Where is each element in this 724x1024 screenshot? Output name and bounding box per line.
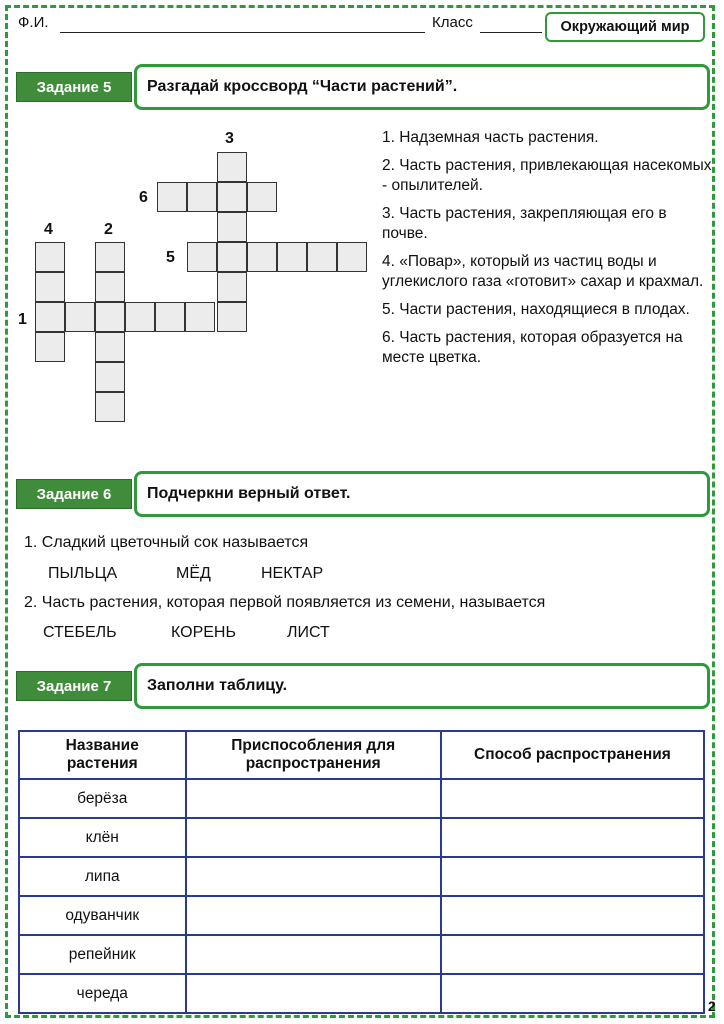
answer-cell[interactable] [186,935,441,974]
clue-6: 6. Часть растения, которая образуется на месте цветка. [382,329,683,366]
plant-name: клён [19,818,186,857]
crossword-cell[interactable] [247,242,277,272]
task5-title: Разгадай кроссворд “Части растений”. [134,64,710,110]
crossword-cell[interactable] [95,362,125,392]
clue-2: 2. Часть растения, привлекающая насекомых - опылителей. [382,157,712,194]
table-row [19,896,704,935]
answer-cell[interactable] [441,935,704,974]
crossword-cell[interactable] [185,302,215,332]
crossword-cell[interactable] [155,302,185,332]
crossword-cell[interactable] [217,152,247,182]
crossword-number-6: 6 [139,189,148,206]
crossword-cell[interactable] [187,242,217,272]
crossword-number-1: 1 [18,311,27,328]
crossword-cell[interactable] [187,182,217,212]
crossword-cell[interactable] [307,242,337,272]
crossword-cell[interactable] [217,302,247,332]
table-row [19,779,704,818]
crossword-cell[interactable] [95,242,125,272]
crossword-cell[interactable] [65,302,95,332]
table-row [19,818,704,857]
page-number: 2 [708,998,716,1014]
answer-cell[interactable] [186,818,441,857]
crossword-cell[interactable] [337,242,367,272]
answer-cell[interactable] [441,974,704,1013]
crossword-cell[interactable] [217,182,247,212]
crossword-cell[interactable] [277,242,307,272]
crossword-number-3: 3 [225,130,234,147]
table-row [19,857,704,896]
answer-cell[interactable] [441,779,704,818]
crossword-cell[interactable] [157,182,187,212]
answer-option[interactable]: МЁД [176,565,211,582]
crossword-cell[interactable] [35,272,65,302]
crossword-cell[interactable] [125,302,155,332]
fio-label: Ф.И. [18,14,49,31]
crossword-cell[interactable] [247,182,277,212]
column-header: Приспособления для распространения [186,731,441,779]
plant-name: липа [19,857,186,896]
crossword-cell[interactable] [35,302,65,332]
crossword-cell[interactable] [35,332,65,362]
crossword-cell[interactable] [35,242,65,272]
task6-question-2: 2. Часть растения, которая первой появляется из семени, называется [24,594,546,611]
crossword-number-4: 4 [44,221,53,238]
answer-cell[interactable] [186,779,441,818]
crossword-number-5: 5 [166,249,175,266]
subject-badge: Окружающий мир [545,12,705,42]
answer-cell[interactable] [186,974,441,1013]
answer-option[interactable]: ЛИСТ [287,624,330,641]
crossword-cell[interactable] [217,212,247,242]
answer-option[interactable]: КОРЕНЬ [171,624,236,641]
answer-option[interactable]: СТЕБЕЛЬ [43,624,117,641]
crossword-cell[interactable] [95,302,125,332]
plant-name: репейник [19,935,186,974]
crossword-number-2: 2 [104,221,113,238]
task6-question-1: 1. Сладкий цветочный сок называется [24,534,309,551]
plant-name: берёза [19,779,186,818]
clue-4: 4. «Повар», который из частиц воды и углекислого газа «готовит» сахар и крахмал. [382,253,704,290]
answer-cell[interactable] [441,857,704,896]
plant-table [18,730,705,1014]
answer-cell[interactable] [441,818,704,857]
task7-title: Заполни таблицу. [134,663,710,709]
answer-cell[interactable] [441,896,704,935]
answer-option[interactable]: НЕКТАР [261,565,324,582]
clue-1: 1. Надземная часть растения. [382,129,599,146]
class-input-line[interactable] [480,32,542,33]
crossword-cell[interactable] [217,272,247,302]
crossword-cell[interactable] [217,242,247,272]
task6-tag: Задание 6 [16,479,132,509]
clue-3: 3. Часть растения, закрепляющая его в почве. [382,205,667,242]
crossword-clues [382,128,712,376]
task5-tag: Задание 5 [16,72,132,102]
table-header-row [19,731,704,779]
table-row [19,935,704,974]
table-row [19,974,704,1013]
crossword-cell[interactable] [95,332,125,362]
column-header: Название растения [19,731,186,779]
task6-title: Подчеркни верный ответ. [134,471,710,517]
fio-input-line[interactable] [60,32,425,33]
task7-tag: Задание 7 [16,671,132,701]
plant-name: одуванчик [19,896,186,935]
answer-option[interactable]: ПЫЛЬЦА [48,565,118,582]
plant-name: череда [19,974,186,1013]
clue-5: 5. Части растения, находящиеся в плодах. [382,301,690,318]
column-header: Способ распространения [441,731,704,779]
answer-cell[interactable] [186,857,441,896]
crossword-cell[interactable] [95,272,125,302]
answer-cell[interactable] [186,896,441,935]
class-label: Класс [432,14,473,31]
crossword-cell[interactable] [95,392,125,422]
